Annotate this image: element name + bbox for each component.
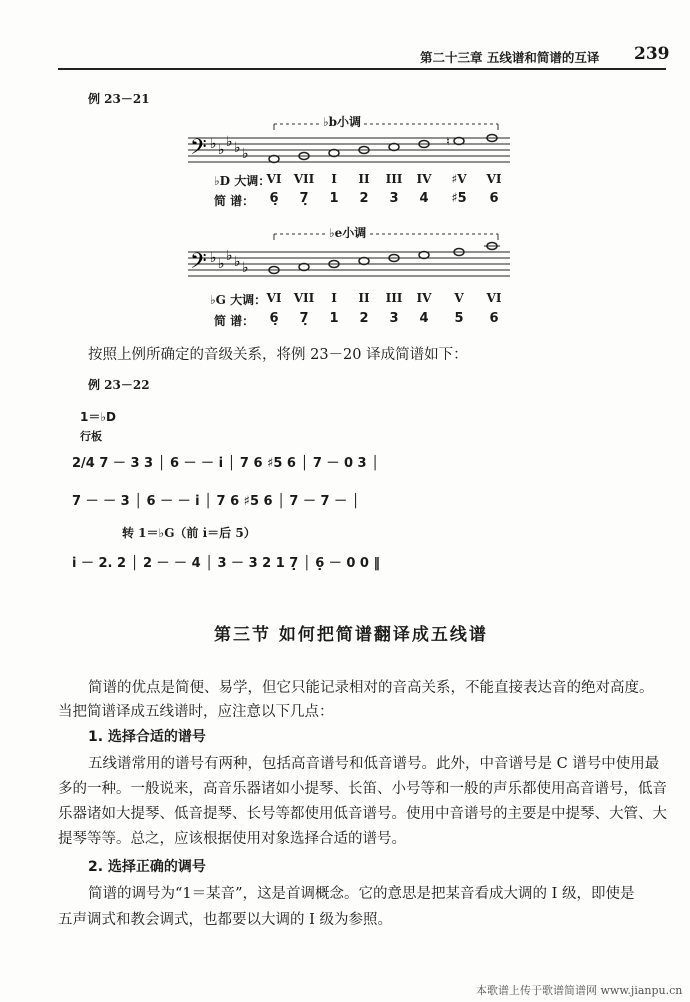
svg-text:𝄢: 𝄢 <box>190 249 207 279</box>
jianpu-number: 1 <box>329 311 339 326</box>
jianpu-line-1: 2/4 7 － 3 3 │ 6 － － i̇ │ 7 6 ♯5 6 │ 7 － 0 3 │ <box>72 456 379 471</box>
example-label-1: 例 23－21 <box>88 92 150 106</box>
jianpu-number: 7̣ <box>299 311 309 326</box>
jianpu-number: 2 <box>359 311 369 326</box>
paragraph-line: 五声调式和教会调式，也都要以大调的 Ⅰ 级为参照。 <box>58 912 392 928</box>
jianpu-number: 2 <box>359 191 369 206</box>
svg-text:♭: ♭ <box>226 134 233 150</box>
number-row-2 <box>260 311 520 329</box>
subheading-key-signature: 2. 选择正确的调号 <box>88 859 206 875</box>
degree: II <box>358 291 370 305</box>
degree: III <box>385 172 403 186</box>
degree: ♯V <box>451 172 467 186</box>
jianpu-number: 3 <box>389 191 399 206</box>
paragraph-line: 五线谱常用的谱号有两种，包括高音谱号和低音谱号。此外，中音谱号是 C 谱号中使用最 <box>88 756 660 772</box>
degree: VII <box>293 291 315 305</box>
paragraph-line: 乐器诸如大提琴、低音提琴、长号等都使用低音谱号。使用中音谱号的主要是中提琴、大管、大 <box>58 806 667 822</box>
jianpu-number: 4 <box>419 311 429 326</box>
svg-text:♭: ♭ <box>242 146 249 162</box>
subheading-clef: 1. 选择合适的谱号 <box>88 729 206 745</box>
jianpu-number: 1 <box>329 191 339 206</box>
jianpu-number: 6 <box>489 191 499 206</box>
page-number: 239 <box>634 44 670 64</box>
degree-row-2 <box>260 291 520 309</box>
tempo-marking: 行板 <box>80 430 102 443</box>
jianpu-number: ♯5 <box>451 191 467 206</box>
svg-text:𝄢: 𝄢 <box>190 135 207 165</box>
jianpu-number: 6 <box>489 311 499 326</box>
degree-row-1 <box>260 172 520 190</box>
degree: I <box>331 291 337 305</box>
svg-text:♭: ♭ <box>234 254 241 270</box>
paragraph-line: 提琴等等。总之，应该根据使用对象选择合适的谱号。 <box>58 831 406 847</box>
svg-text:♮: ♮ <box>446 135 450 148</box>
number-row-1 <box>260 191 520 209</box>
chapter-header: 第二十三章 五线谱和简谱的互译 <box>420 50 600 65</box>
svg-text:♭: ♭ <box>210 250 217 266</box>
key-label-1: ♭D 大调： <box>214 174 271 188</box>
degree: II <box>358 172 370 186</box>
jianpu-label-1: 简 谱： <box>214 194 255 208</box>
degree: VI <box>486 172 502 186</box>
paragraph-line: 简谱的调号为“1＝某音”，这是首调概念。它的意思是把某音看成大调的 Ⅰ 级，即使是 <box>88 886 635 902</box>
svg-text:♭: ♭ <box>218 256 225 272</box>
key-label-2: ♭G 大调： <box>210 293 267 307</box>
degree: III <box>385 291 403 305</box>
minor-label-2: ♭e小调 <box>326 224 369 241</box>
jianpu-number: 7̣ <box>299 191 309 206</box>
svg-text:♭: ♭ <box>234 140 241 156</box>
jianpu-number: 3 <box>389 311 399 326</box>
svg-text:♭: ♭ <box>210 136 217 152</box>
degree: VI <box>486 291 502 305</box>
paragraph-line: 当把简谱译成五线谱时，应注意以下几点： <box>58 704 334 720</box>
jianpu-line-2: 7 － － 3 │ 6 － － i̇ │ 7 6 ♯5 6 │ 7 － 7 － │ <box>72 494 360 509</box>
degree: V <box>454 291 464 305</box>
jianpu-number: 6̣ <box>269 311 279 326</box>
key-signature: 1＝♭D <box>80 410 116 424</box>
jianpu-number: 5 <box>454 311 464 326</box>
example-label-2: 例 23－22 <box>88 378 150 392</box>
jianpu-number: 6̣ <box>269 191 279 206</box>
jianpu-line-3: i̇ － 2. 2 │ 2 － － 4 │ 3 － 3 2 1 7̣ │ 6̣ － 0 0 ‖ <box>72 556 380 571</box>
degree: IV <box>416 291 432 305</box>
footer-watermark: 本歌谱上传于歌谱简谱网 www.jianpu.cn <box>476 984 683 997</box>
jianpu-label-2: 简 谱： <box>214 314 255 328</box>
intro-sentence: 按照上例所确定的音级关系，将例 23－20 译成简谱如下： <box>88 347 468 363</box>
paragraph-line: 简谱的优点是简便、易学，但它只能记录相对的音高关系，不能直接表达音的绝对高度。 <box>88 680 654 696</box>
svg-text:♭: ♭ <box>242 260 249 276</box>
degree: I <box>331 172 337 186</box>
svg-text:♭: ♭ <box>218 142 225 158</box>
degree: VI <box>266 291 282 305</box>
degree: VI <box>266 172 282 186</box>
jianpu-number: 4 <box>419 191 429 206</box>
section-title: 第三节 如何把简谱翻译成五线谱 <box>214 625 488 645</box>
header-rule <box>58 68 666 70</box>
degree: VII <box>293 172 315 186</box>
minor-label-1: ♭b小调 <box>320 113 364 130</box>
paragraph-line: 多的一种。一般说来，高音乐器诸如小提琴、长笛、小号等和一般的声乐都使用高音谱号，低音 <box>58 781 667 797</box>
svg-text:♭: ♭ <box>226 248 233 264</box>
degree: IV <box>416 172 432 186</box>
modulation-note: 转 1＝♭G（前 i̇＝后 5） <box>122 526 256 540</box>
